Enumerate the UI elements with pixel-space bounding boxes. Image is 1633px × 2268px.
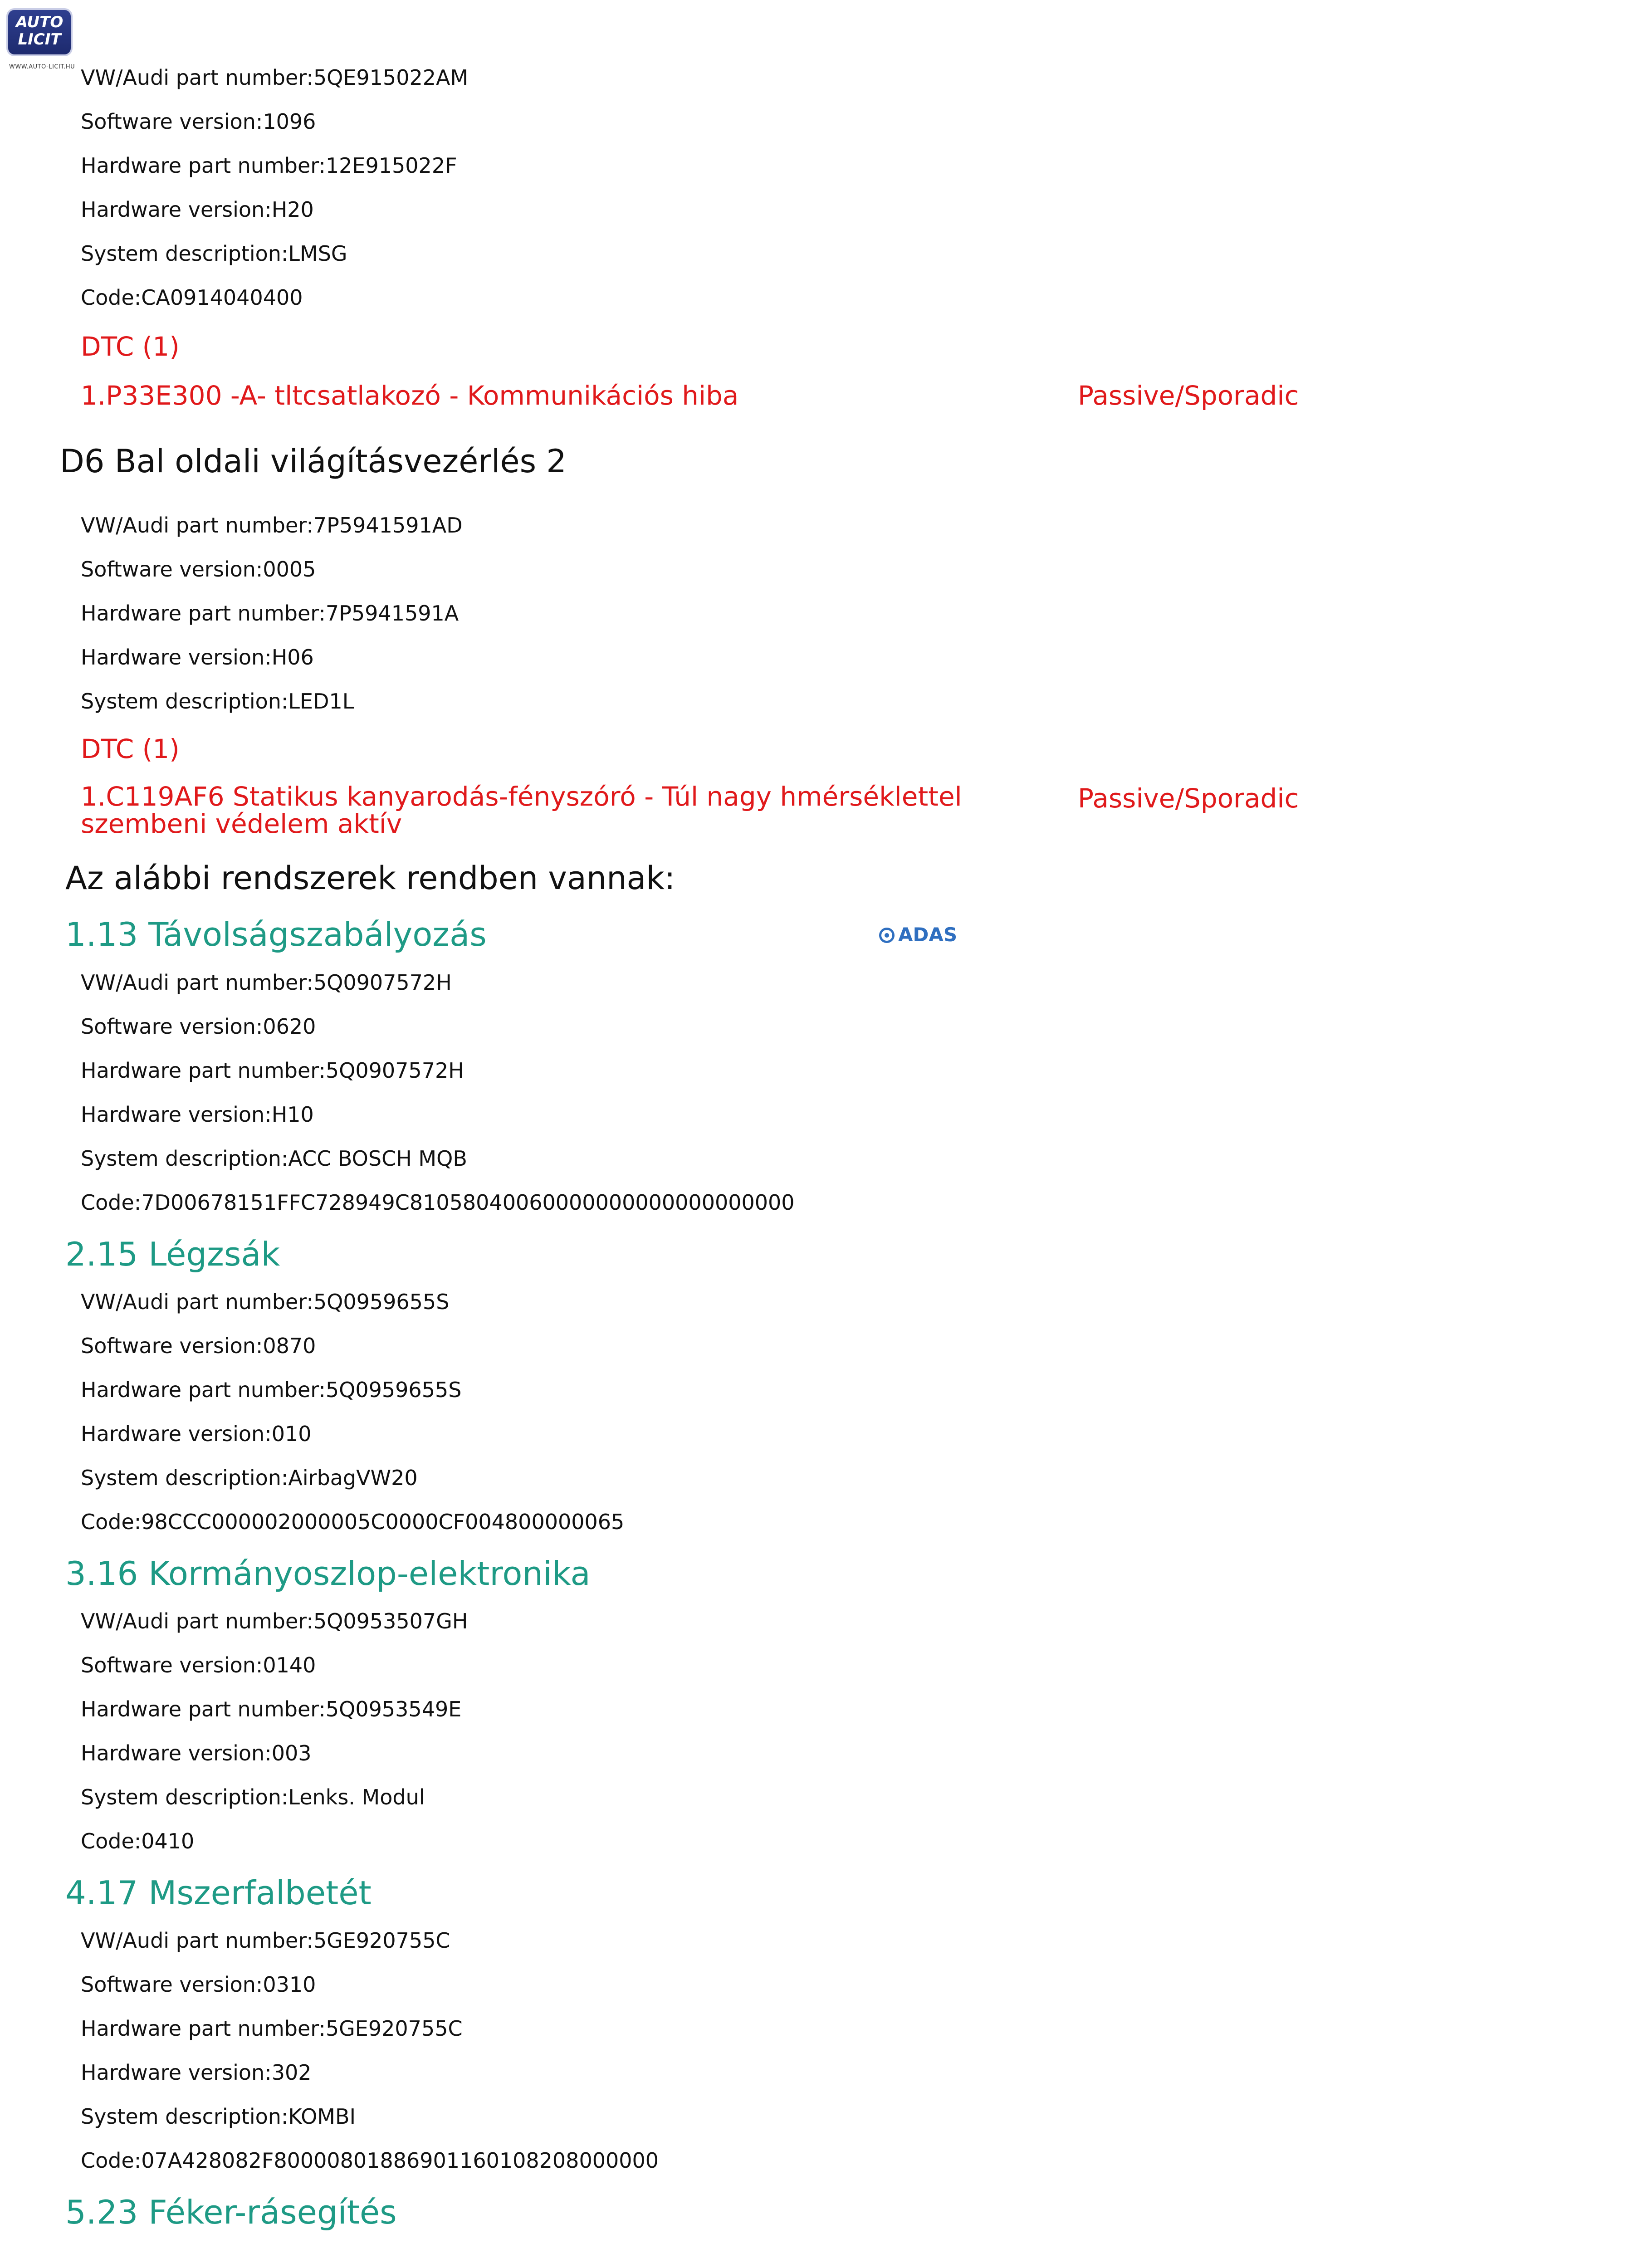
d5-hardware-version: Hardware version:H20 bbox=[81, 197, 314, 222]
system-title-4: 4.17 Mszerfalbetét bbox=[65, 1874, 372, 1912]
d5-code: Code:CA0914040400 bbox=[81, 285, 303, 310]
d6-hardware-part-number: Hardware part number:7P5941591A bbox=[81, 601, 459, 626]
logo-text-line1: AUTO bbox=[15, 13, 64, 31]
adas-badge bbox=[879, 924, 957, 946]
d5-dtc-text: 1.P33E300 -A- tltcsatlakozó - Kommunikációs hiba bbox=[81, 380, 739, 411]
system-title-1: 1.13 Távolságszabályozás bbox=[65, 915, 487, 953]
adas-badge-label: ADAS bbox=[898, 924, 958, 946]
system-1-hardware-part-number: Hardware part number:5Q0907572H bbox=[81, 1058, 464, 1083]
system-3-hardware-part-number: Hardware part number:5Q0953549E bbox=[81, 1697, 462, 1721]
system-4-part-number: VW/Audi part number:5GE920755C bbox=[81, 1928, 450, 1953]
system-1-code: Code:7D00678151FFC728949C81058040060000000000000000000 bbox=[81, 1190, 795, 1215]
system-title-3: 3.16 Kormányoszlop-elektronika bbox=[65, 1554, 591, 1593]
system-1-software-version: Software version:0620 bbox=[81, 1014, 316, 1039]
system-2-software-version: Software version:0870 bbox=[81, 1334, 316, 1358]
system-1-part-number: VW/Audi part number:5Q0907572H bbox=[81, 970, 452, 995]
auto-licit-logo bbox=[6, 8, 75, 70]
system-3-code: Code:0410 bbox=[81, 1829, 195, 1853]
d5-dtc-status: Passive/Sporadic bbox=[1078, 380, 1299, 411]
d6-dtc-text: 1.C119AF6 Statikus kanyarodás-fényszóró - Túl nagy hmérséklettel szembeni védelem aktív bbox=[81, 781, 962, 839]
system-title-5: 5.23 Féker-rásegítés bbox=[65, 2193, 397, 2231]
system-2-hardware-part-number: Hardware part number:5Q0959655S bbox=[81, 1378, 462, 1402]
ok-systems-heading: Az alábbi rendszerek rendben vannak: bbox=[65, 860, 675, 897]
system-2-system-description: System description:AirbagVW20 bbox=[81, 1466, 418, 1490]
d5-software-version: Software version:1096 bbox=[81, 109, 316, 134]
d6-software-version: Software version:0005 bbox=[81, 557, 316, 582]
logo-url: WWW.AUTO-LICIT.HU bbox=[9, 64, 75, 70]
system-3-system-description: System description:Lenks. Modul bbox=[81, 1785, 425, 1809]
system-3-hardware-version: Hardware version:003 bbox=[81, 1741, 312, 1765]
d5-dtc-title: DTC (1) bbox=[81, 331, 180, 362]
system-1-hardware-version: Hardware version:H10 bbox=[81, 1102, 314, 1127]
d5-hardware-part-number: Hardware part number:12E915022F bbox=[81, 153, 457, 178]
system-3-part-number: VW/Audi part number:5Q0953507GH bbox=[81, 1609, 468, 1633]
d5-part-number: VW/Audi part number:5QE915022AM bbox=[81, 65, 469, 90]
system-2-code: Code:98CCC000002000005C0000CF004800000065 bbox=[81, 1510, 625, 1534]
logo-text-line2: LICIT bbox=[18, 30, 61, 49]
system-2-hardware-version: Hardware version:010 bbox=[81, 1422, 312, 1446]
adas-target-icon bbox=[879, 928, 895, 943]
d6-system-description: System description:LED1L bbox=[81, 689, 354, 714]
system-1-system-description: System description:ACC BOSCH MQB bbox=[81, 1146, 467, 1171]
d6-hardware-version: Hardware version:H06 bbox=[81, 645, 314, 670]
system-4-code: Code:07A428082F80000801886901160108208000000 bbox=[81, 2148, 659, 2173]
d5-system-description: System description:LMSG bbox=[81, 241, 347, 266]
system-4-hardware-version: Hardware version:302 bbox=[81, 2060, 312, 2085]
system-2-part-number: VW/Audi part number:5Q0959655S bbox=[81, 1290, 450, 1314]
d6-dtc-title: DTC (1) bbox=[81, 733, 180, 764]
system-title-2: 2.15 Légzsák bbox=[65, 1235, 280, 1273]
system-3-software-version: Software version:0140 bbox=[81, 1653, 316, 1677]
d6-module-title: D6 Bal oldali világításvezérlés 2 bbox=[60, 443, 567, 480]
d6-part-number: VW/Audi part number:7P5941591AD bbox=[81, 513, 463, 538]
system-4-software-version: Software version:0310 bbox=[81, 1972, 316, 1997]
d6-dtc-status: Passive/Sporadic bbox=[1078, 783, 1299, 814]
system-4-system-description: System description:KOMBI bbox=[81, 2104, 356, 2129]
system-4-hardware-part-number: Hardware part number:5GE920755C bbox=[81, 2016, 463, 2041]
